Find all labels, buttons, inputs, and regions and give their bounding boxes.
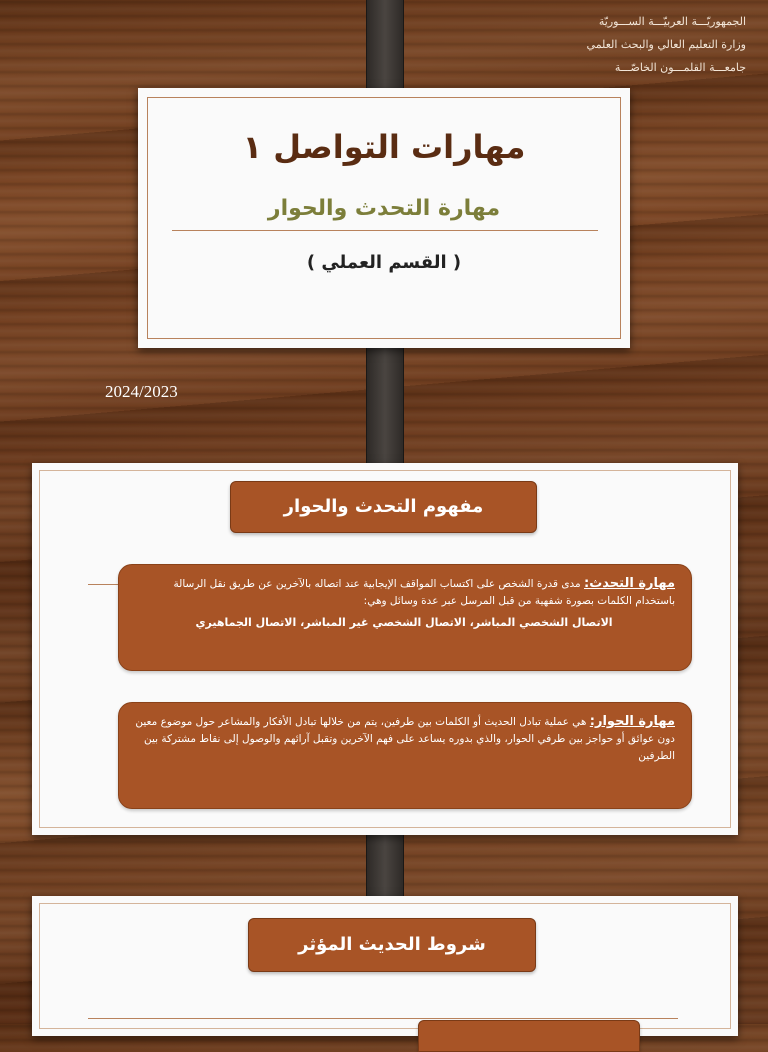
header-university: جامعـــة القلمـــون الخاصّـــة: [614, 61, 746, 74]
conditions-section: [32, 896, 738, 1036]
conditions-item-box: [418, 1020, 640, 1052]
speaking-definition: [118, 564, 692, 671]
speaking-term: مهارة التحدث:: [584, 576, 675, 591]
concept-heading: [230, 481, 537, 533]
title-divider: [172, 230, 598, 231]
header-ministry: وزارة التعليم العالي والبحث العلمي: [586, 38, 746, 51]
dialogue-definition: [118, 702, 692, 809]
header-country: الجمهوريّـــة العربيّـــة الســـوريّة: [598, 15, 746, 28]
page-title: مهارات التواصل ١: [242, 128, 526, 166]
institution-header: [446, 10, 746, 79]
dialogue-term: مهارة الحوار:: [589, 714, 675, 729]
speaking-connector: [88, 584, 120, 585]
conditions-heading: [248, 918, 536, 972]
academic-year: 2024/2023: [105, 382, 178, 401]
middle-strap: [366, 330, 404, 482]
section-label: ( القسم العملي ): [306, 252, 462, 273]
conditions-connector: [88, 1018, 678, 1019]
conditions-heading-label: شروط الحديث المؤثر: [298, 934, 486, 955]
title-card-frame: [147, 97, 621, 339]
communication-types: الاتصال الشخصي المباشر، الاتصال الشخصي غير المباشر، الاتصال الجماهيري: [195, 616, 613, 629]
concept-heading-label: مفهوم التحدث والحوار: [283, 496, 484, 517]
concept-section: [32, 463, 738, 835]
title-card: [138, 88, 630, 348]
page-subtitle: مهارة التحدث والحوار: [267, 196, 501, 221]
speaking-text: مدى قدرة الشخص على اكتساب المواقف الإيجابية عند اتصاله بالآخرين عن طريق نقل الرسالة باستخدام الكلمات بصورة شفهية من قبل المرسل عبر عدة وسائل وهي:: [173, 578, 675, 607]
dialogue-text: هي عملية تبادل الحديث أو الكلمات بين طرفين، يتم من خلالها تبادل الأفكار والمشاعر حول موضوع معين دون عوائق أو حواجز بين طرفي الحوار، والذي بدوره يساعد على فهم الآخرين وتقبل آرائهم والوصول إلى نقاط مشتركة بين الطرفين: [135, 716, 675, 762]
